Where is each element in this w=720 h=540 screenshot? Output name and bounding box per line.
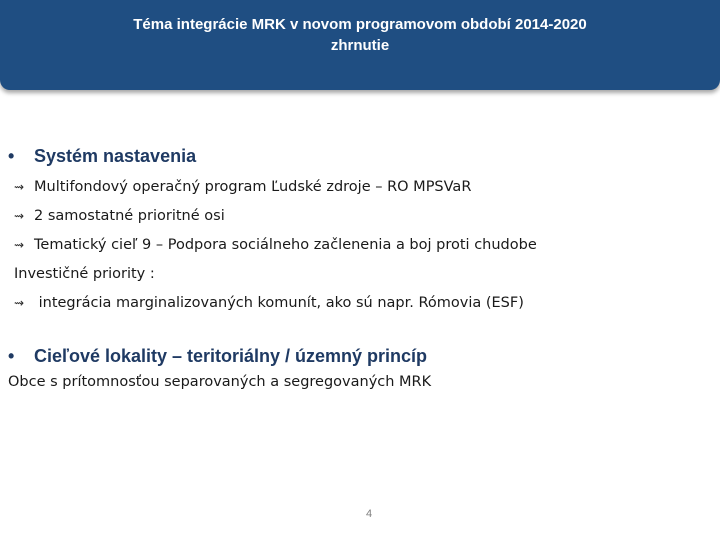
- list-item: [14, 174, 537, 203]
- section-heading-system: [8, 146, 196, 167]
- title-line-1: Téma integrácie MRK v novom programovom období 2014-2020: [133, 16, 587, 33]
- section-body-text: Obce s prítomnosťou separovaných a segregovaných MRK: [8, 374, 432, 390]
- list-item: [14, 203, 537, 232]
- bullet-list: [14, 174, 537, 319]
- list-item-text: 2 samostatné prioritné osi: [34, 208, 225, 224]
- header-banner: [0, 0, 720, 90]
- list-item-text: integrácia marginalizovaných komunít, ako sú napr. Rómovia (ESF): [34, 295, 524, 311]
- section-heading-text: Systém nastavenia: [34, 146, 197, 166]
- section-heading-text: Cieľové lokality – teritoriálny / územný princíp: [34, 346, 428, 366]
- list-item-text: Multifondový operačný program Ľudské zdroje – RO MPSVaR: [34, 179, 472, 195]
- slide-title: [0, 14, 720, 56]
- bullet: •: [8, 346, 15, 366]
- list-item-text: Tematický cieľ 9 – Podpora sociálneho začlenenia a boj proti chudobe: [34, 237, 537, 253]
- page-number: 4: [366, 508, 373, 520]
- bullet: •: [8, 146, 15, 166]
- list-item: [14, 232, 537, 261]
- arrow-icon: ⇝: [14, 296, 25, 310]
- title-line-2: zhrnutie: [330, 37, 390, 54]
- arrow-icon: ⇝: [14, 238, 25, 252]
- list-item: [14, 290, 537, 319]
- section-heading-localities: [8, 346, 427, 367]
- arrow-icon: ⇝: [14, 180, 25, 194]
- list-item: [14, 261, 537, 290]
- list-item-text: Investičné priority :: [14, 266, 155, 282]
- arrow-icon: ⇝: [14, 209, 25, 223]
